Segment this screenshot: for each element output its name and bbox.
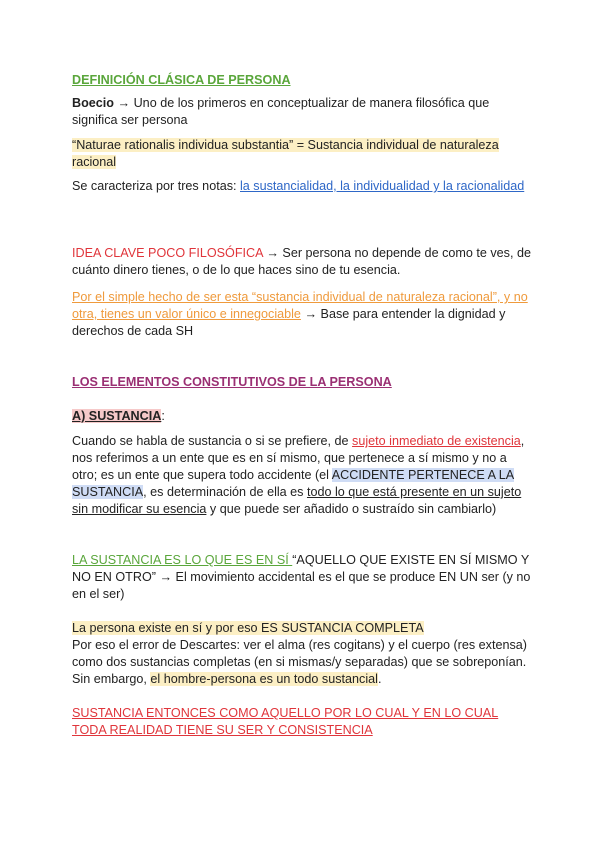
subheading-sustancia	[72, 408, 534, 425]
paragraph-notas	[72, 178, 534, 195]
paragraph-quote	[72, 137, 534, 171]
paragraph-sustancia-def	[72, 433, 534, 518]
boecio-text: → Uno de los primeros en conceptualizar de manera filosófica que significa ser persona	[72, 96, 490, 127]
simple-hecho-rest: → Base para entender la dignidad y derechos de cada SH	[72, 307, 506, 338]
paragraph-sustancia-en-si	[72, 552, 534, 603]
p3-yellow-highlight-2: el hombre-persona es un todo sustancial	[150, 672, 378, 686]
p3-text: Por eso el error de Descartes: ver el alma (res cogitans) y el cuerpo (res extensa) como dos sustancias completas (en si mismas/y separadas) que se sobreponían. Sin embargo,	[72, 638, 527, 686]
heading-definicion: DEFINICIÓN CLÁSICA DE PERSONA	[72, 73, 291, 87]
p1-a: Cuando se habla de sustancia o si se prefiere, de	[72, 434, 353, 448]
p1-red-underlined: sujeto inmediato de existencia	[352, 434, 521, 448]
idea-clave-label: IDEA CLAVE POCO FILOSÓFICA	[72, 246, 263, 260]
p1-b: , nos referimos a un ente que es en sí mismo, que pertenece a sí mismo y no a otro; es un ente que supera todo accidente (el	[72, 434, 525, 482]
section-title-definicion	[72, 72, 534, 89]
p3-yellow-highlight: La persona existe en sí y por eso ES SUSTANCIA COMPLETA	[72, 621, 424, 635]
boecio-name: Boecio	[72, 96, 114, 110]
heading-elementos: LOS ELEMENTOS CONSTITUTIVOS DE LA PERSONA	[72, 375, 392, 389]
quote-highlight: “Naturae rationalis individua substantia” = Sustancia individual de naturaleza racional	[72, 138, 499, 169]
paragraph-persona-existe	[72, 620, 534, 688]
subheading-sustancia-label: A) SUSTANCIA	[72, 409, 162, 423]
subheading-sustancia-colon: :	[161, 409, 165, 423]
p4-red-underlined: SUSTANCIA ENTONCES COMO AQUELLO POR LO CUAL Y EN LO CUAL TODA REALIDAD TIENE SU SER Y CONSISTENCIA	[72, 706, 499, 737]
p1-blue-highlight: ACCIDENTE PERTENECE A LA SUSTANCIA	[72, 468, 515, 499]
p3-end: .	[377, 672, 382, 686]
p1-c: , es determinación de ella es	[143, 485, 307, 499]
notas-prefix: Se caracteriza por tres notas:	[72, 179, 240, 193]
paragraph-idea-clave	[72, 245, 534, 279]
simple-hecho-underlined: Por el simple hecho de ser esta “sustancia individual de naturaleza racional”, y no otra, tienes un valor único e innegociable	[72, 290, 528, 321]
paragraph-boecio	[72, 95, 534, 129]
p1-d: y que puede ser añadido o sustraído sin cambiarlo)	[206, 502, 497, 516]
notas-link: la sustancialidad, la individualidad y la racionalidad	[240, 179, 525, 193]
p2-green-underlined: LA SUSTANCIA ES LO QUE ES EN SÍ	[72, 553, 293, 567]
paragraph-sustancia-entonces	[72, 705, 534, 739]
p1-underlined: todo lo que está presente en un sujeto sin modificar su esencia	[72, 485, 522, 516]
p2-rest: “AQUELLO QUE EXISTE EN SÍ MISMO Y NO EN OTRO” → El movimiento accidental es el que se produce EN UN ser (y no en el ser)	[72, 553, 531, 601]
idea-clave-text: → Ser persona no depende de como te ves, de cuánto dinero tienes, o de lo que haces sino de tu esencia.	[72, 246, 531, 277]
section-title-elementos	[72, 374, 534, 391]
paragraph-simple-hecho	[72, 289, 534, 340]
